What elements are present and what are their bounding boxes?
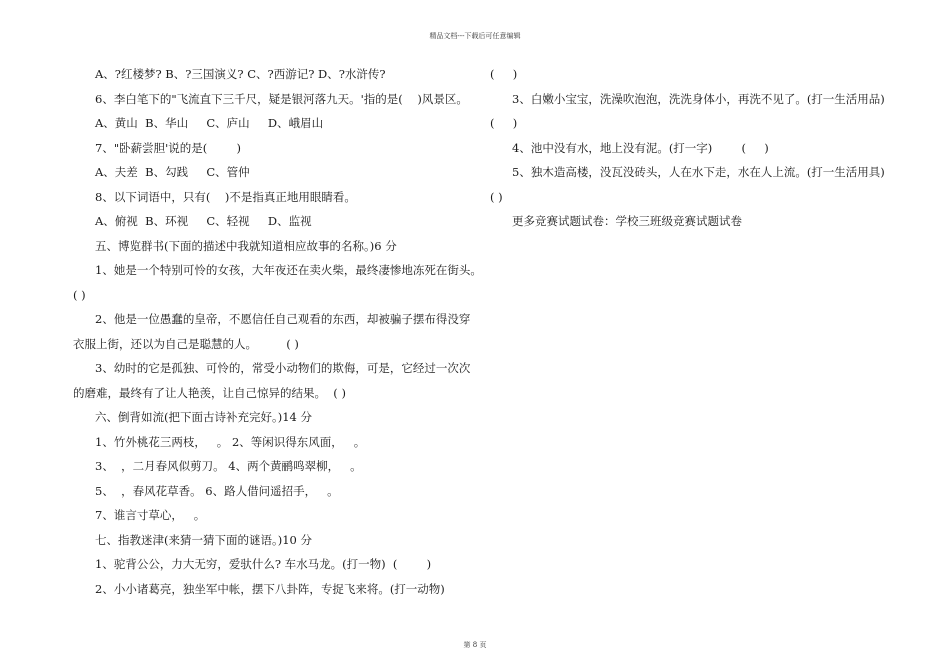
right-column [490,62,900,234]
text-line: 8、以下词语中，只有( )不是指真正地用眼睛看。 [95,189,356,204]
text-line: 衣服上街，还以为自己是聪慧的人。 ( ) [73,336,299,351]
text-line: 3、白嫩小宝宝，洗澡吹泡泡，洗洗身体小，再洗不见了。(打一生活用品) [512,91,885,106]
text-line: 的磨难，最终有了让人艳羡，让自己惊异的结果。 ( ) [73,385,346,400]
text-line: A、夫差 B、勾践 C、管仲 [95,165,250,179]
text-line: 3、 ，二月春风似剪刀。 4、两个黄鹂鸣翠柳， 。 [95,459,362,473]
text-line: 5、独木造高楼，没瓦没砖头，人在水下走，水在人上流。(打一生活用具) [512,165,885,179]
text-line: 6、李白笔下的"飞流直下三千尺，疑是银河落九天。'指的是( )风景区。 [95,91,468,106]
text-line: ( ) [73,287,86,302]
page-number: 第 8 页 [463,641,487,649]
text-line: 3、幼时的它是孤独、可怜的，常受小动物们的欺侮，可是，它经过一次次 [95,361,471,375]
text-line: 4、池中没有水，地上没有泥。(打一字) ( ) [512,140,769,155]
text-line: 六、倒背如流(把下面古诗补充完好。)14 分 [95,410,313,424]
text-line: ( ) [490,189,503,204]
text-line: 五、博览群书(下面的描述中我就知道相应故事的名称。)6 分 [95,238,397,253]
text-line: 七、指教迷津(来猜一猜下面的谜语。)10 分 [95,532,313,547]
text-line: 2、他是一位愚蠢的皇帝，不愿信任自己观看的东西，却被骗子摆布得没穿 [95,312,471,326]
text-line: ( ) [490,116,518,130]
text-line: A、?红楼梦? B、?三国演义? C、?西游记? D、?水浒传? [95,67,386,81]
text-line: 5、 ，春风花草香。 6、路人借问遥招手， 。 [95,483,339,498]
text-line: ( ) [490,67,518,81]
text-line: 1、她是一个特别可怜的女孩，大年夜还在卖火柴，最终凄惨地冻死在街头。 [95,263,482,277]
text-line: 更多竞赛试题试卷：学校三班级竞赛试题试卷 [512,214,742,228]
text-line: 7、谁言寸草心， 。 [95,508,206,522]
text-line: 1、竹外桃花三两枝， 。 2、等闲识得东风面， 。 [95,434,366,449]
text-line: 2、小小诸葛亮，独坐军中帐，摆下八卦阵，专捉飞来将。(打一动物) [95,581,445,596]
text-line: A、黄山 B、华山 C、庐山 D、峨眉山 [95,116,324,130]
text-line: A、俯视 B、环视 C、轻视 D、监视 [95,214,312,228]
page-header: 精品文档---下载后可任意编辑 [429,32,521,40]
text-line: 7、"卧薪尝胆'说的是( ) [95,140,241,155]
text-line: 1、驼背公公，力大无穷，爱驮什么? 车水马龙。(打一物) ( ) [95,557,432,571]
left-column [73,62,482,601]
